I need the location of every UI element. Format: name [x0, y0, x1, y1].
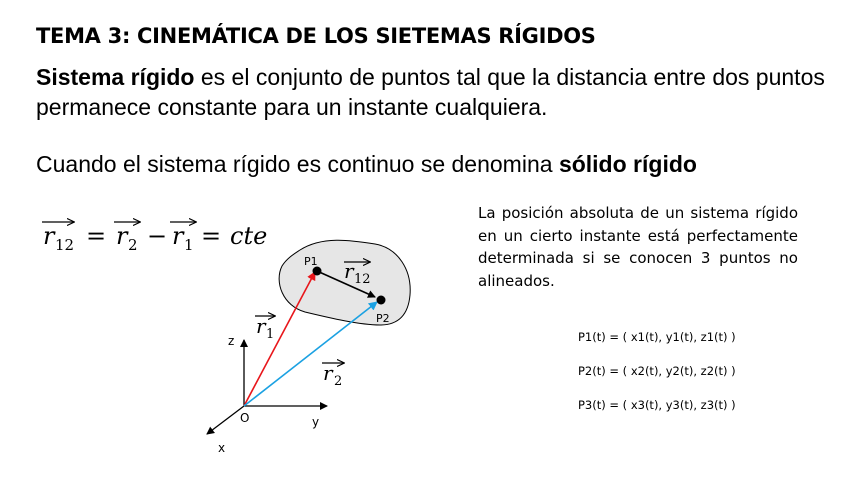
continuous-text: Cuando el sistema rígido es continuo se denomina — [36, 151, 559, 177]
origin-label: O — [240, 411, 250, 425]
continuous-term: sólido rígido — [558, 151, 697, 177]
eq-r12: r — [43, 222, 55, 250]
p1-label: P1 — [304, 255, 318, 268]
y-axis-label: y — [312, 415, 320, 429]
label-r1-sub: 1 — [266, 327, 275, 342]
label-r12-sub: 12 — [354, 272, 371, 287]
eq-r1: r — [172, 222, 184, 250]
eq-sub12: 12 — [55, 236, 75, 254]
eq-cte: cte — [230, 222, 268, 250]
position-p3: P3(t) = ( x3(t), y3(t), z3(t) ) — [578, 398, 736, 412]
x-axis-label: x — [218, 441, 226, 455]
x-axis-arrow — [207, 406, 244, 434]
label-r2 — [322, 361, 344, 389]
position-p1: P1(t) = ( x1(t), y1(t), z1(t) ) — [578, 330, 736, 344]
definition-term: Sistema rígido — [36, 64, 195, 90]
eq-equals-2: = — [201, 222, 222, 250]
p2-label: P2 — [376, 312, 390, 325]
eq-sub2: 2 — [128, 236, 138, 254]
label-r2-sub: 2 — [334, 374, 343, 389]
point-p2 — [377, 296, 386, 305]
definition-text: es el conjunto de puntos tal que la distancia entre dos puntos permanece constante para un instante cualquiera. — [36, 64, 825, 120]
eq-equals-1: = — [86, 222, 107, 250]
eq-minus: − — [147, 222, 168, 250]
label-r1-r: r — [256, 314, 266, 338]
position-p2: P2(t) = ( x2(t), y2(t), z2(t) ) — [578, 364, 736, 378]
equation — [42, 222, 267, 254]
coordinate-axes — [207, 334, 327, 455]
page-title: TEMA 3: CINEMÁTICA DE LOS SIETEMAS RÍGIDOS — [36, 24, 596, 48]
label-r2-r: r — [323, 361, 333, 385]
eq-sub1: 1 — [184, 236, 194, 254]
label-r12-r: r — [344, 259, 354, 283]
vector-r1-arrow — [244, 272, 315, 406]
z-axis-label: z — [228, 334, 235, 348]
eq-r2: r — [116, 222, 128, 250]
description-paragraph: La posición absoluta de un sistema rígido en un cierto instante está perfectamente determinada si se conocen 3 puntos no alineados. — [478, 204, 798, 290]
label-r1 — [255, 314, 275, 342]
